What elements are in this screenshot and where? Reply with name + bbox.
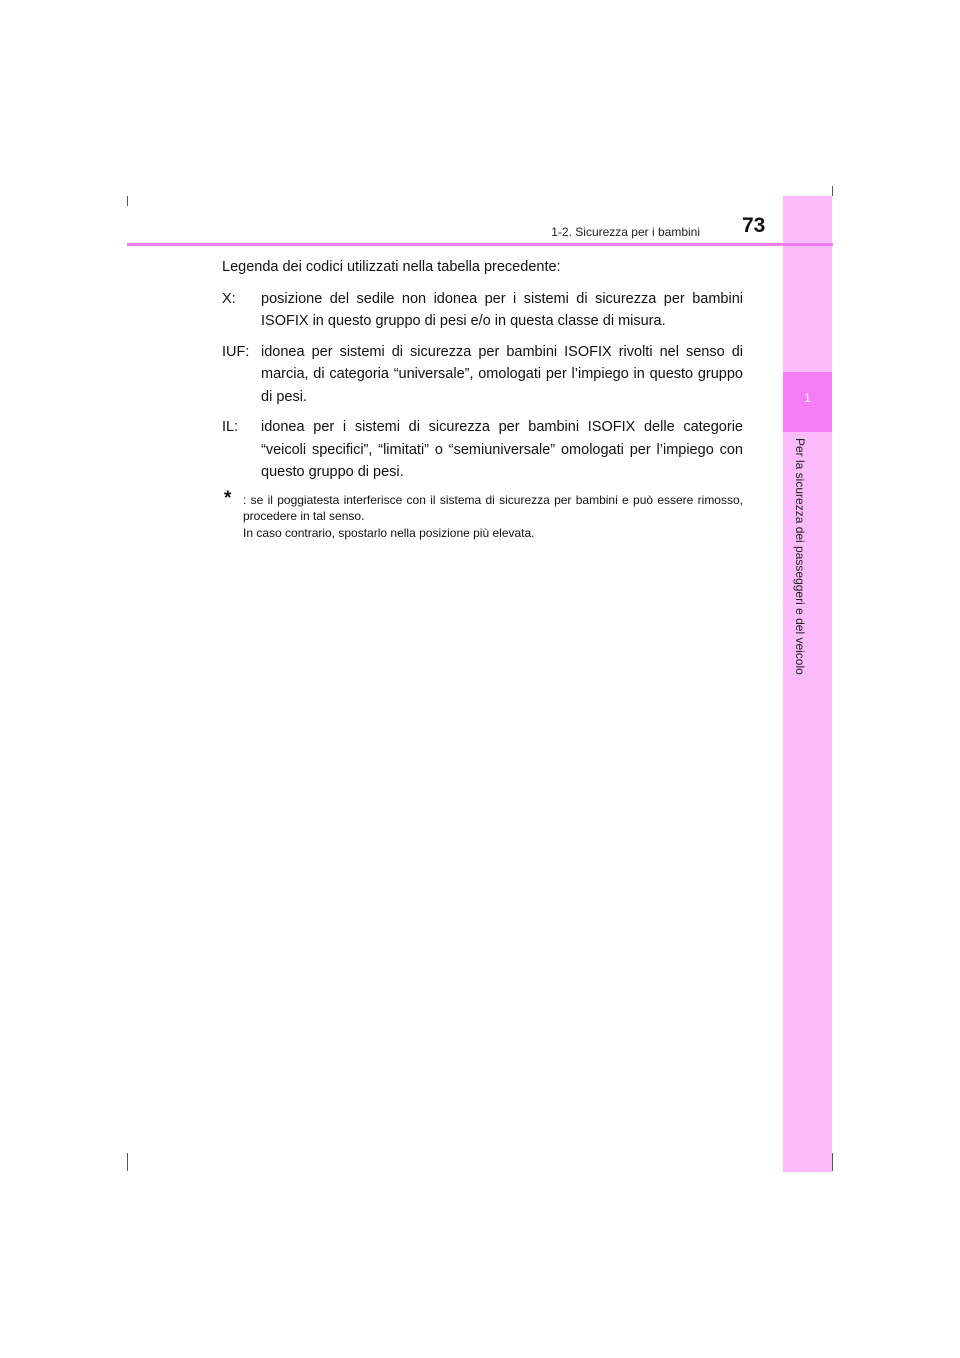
chapter-title: Per la sicurezza dei passeggeri e del veicolo (793, 438, 807, 675)
page-number: 73 (742, 214, 766, 237)
footnote-marker: * (224, 487, 232, 509)
footnote-line-2: In caso contrario, spostarlo nella posizione più elevata. (243, 525, 535, 540)
crop-mark-top-left (127, 196, 128, 206)
header-rule (127, 243, 833, 246)
definition-term: X: (222, 290, 236, 307)
definition-iuf (222, 341, 743, 409)
chapter-side-tab (783, 196, 832, 1172)
legend-intro: Legenda dei codici utilizzati nella tabella precedente: (222, 259, 561, 275)
page-content (222, 256, 743, 541)
definition-term: IL: (222, 419, 239, 435)
definition-text: idonea per i sistemi di sicurezza per bambini ISOFIX delle categorie “veicoli specifici”, “limitati” o “semiuniversale” omologati per l’impiego con questo gruppo di pesi. (261, 419, 743, 480)
crop-mark-top-right (832, 186, 833, 196)
definition-x (222, 288, 743, 333)
footnote (222, 487, 743, 542)
section-title: 1-2. Sicurezza per i bambini (551, 225, 700, 239)
definition-text: idonea per sistemi di sicurezza per bambini ISOFIX rivolti nel senso di marcia, di categoria “universale”, omologati per l’impiego in questo gruppo di pesi. (261, 343, 743, 405)
definition-il (222, 416, 743, 484)
crop-mark-bottom-left (127, 1153, 128, 1171)
footnote-line-1: : se il poggiatesta interferisce con il sistema di sicurezza per bambini e può essere rimosso, procedere in tal senso. (243, 492, 743, 523)
crop-mark-bottom-right (832, 1153, 833, 1171)
chapter-number: 1 (804, 391, 811, 405)
definition-term: IUF: (222, 343, 250, 360)
definition-text: posizione del sedile non idonea per i sistemi di sicurezza per bambini ISOFIX in questo gruppo di pesi e/o in questa classe di misura. (261, 290, 743, 329)
